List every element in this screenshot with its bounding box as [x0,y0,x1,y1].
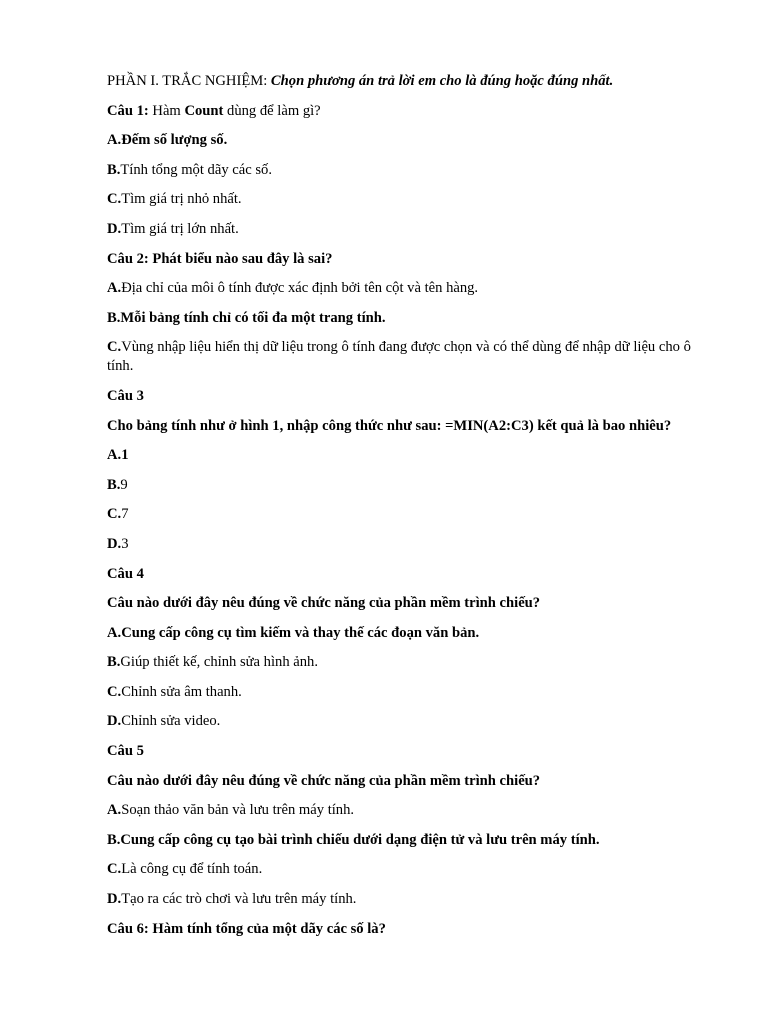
question-3-option-c [107,505,707,524]
option-letter: C. [107,861,122,878]
option-text: Là công cụ để tính toán. [121,861,263,878]
question-2: Câu 2: Phát biểu nào sau đây là sai? [107,250,333,267]
question-1-text-pre: Hàm [148,102,185,119]
option-letter: B. [107,161,121,178]
question-4: Câu nào dưới đây nêu đúng về chức năng của phần mềm trình chiếu? [107,595,541,612]
option-text: Giúp thiết kế, chỉnh sửa hình ảnh. [120,654,318,671]
option-text: Tìm giá trị lớn nhất. [121,220,239,237]
option-letter: A. [107,802,122,819]
section-title: PHẦN I. TRẮC NGHIỆM [107,73,264,89]
question-3-option-a: A.1 [107,447,129,464]
option-letter: C. [107,191,122,208]
question-3-label: Câu 3 [107,387,144,404]
question-1-option-b [107,161,707,180]
section-instruction: Chọn phương án trả lời em cho là đúng hoặc đúng nhất. [270,73,614,89]
question-1-option-a: A.Đếm số lượng số. [107,132,228,149]
section-colon: : [263,73,271,89]
option-letter: A. [107,280,122,297]
question-3: Cho bảng tính như ở hình 1, nhập công thức như sau: =MIN(A2:C3) kết quả là bao nhiêu? [107,417,672,434]
option-text: 3 [121,535,129,552]
option-letter: D. [107,220,122,237]
option-letter: C. [107,683,122,700]
question-1-option-d [107,220,707,239]
option-letter: B. [107,476,121,493]
option-letter: C. [107,339,122,356]
option-letter: D. [107,535,122,552]
option-letter: D. [107,713,122,730]
option-letter: C. [107,506,122,523]
option-text: Tạo ra các trò chơi và lưu trên máy tính. [121,891,357,908]
option-text: Tính tổng một dãy các số. [120,161,272,178]
option-text: 9 [120,476,128,493]
question-4-label: Câu 4 [107,565,144,582]
question-5-option-c [107,860,707,879]
question-5-label: Câu 5 [107,743,144,760]
question-1 [107,102,707,121]
question-3-option-b [107,476,707,495]
question-6: Câu 6: Hàm tính tổng của một dãy các số là? [107,920,386,937]
question-4-option-b [107,653,707,672]
question-4-option-a: A.Cung cấp công cụ tìm kiếm và thay thế các đoạn văn bản. [107,624,480,641]
option-text: Tìm giá trị nhỏ nhất. [121,191,242,208]
question-1-label: Câu 1: [107,102,149,119]
option-text: Địa chỉ của môi ô tính được xác định bởi tên cột và tên hàng. [121,280,479,297]
question-5-option-b: B.Cung cấp công cụ tạo bài trình chiếu dưới dạng điện tử và lưu trên máy tính. [107,831,600,848]
question-4-option-d [107,712,707,731]
option-text: 7 [121,506,129,523]
question-3-option-d [107,535,707,554]
question-2-option-c [107,338,707,376]
option-letter: D. [107,891,122,908]
question-5-option-a [107,801,707,820]
question-5-option-d [107,890,707,909]
option-text: Chỉnh sửa video. [121,713,221,730]
option-letter: B. [107,654,121,671]
question-4-option-c [107,683,707,702]
question-1-keyword: Count [184,102,224,119]
question-2-option-a [107,279,707,298]
question-1-text-post: dùng để làm gì? [223,102,321,119]
option-text: Vùng nhập liệu hiển thị dữ liệu trong ô tính đang được chọn và có thể dùng để nhập dữ liệu cho ô tính. [107,339,691,375]
option-text: Chỉnh sửa âm thanh. [121,683,242,700]
question-1-option-c [107,190,707,209]
question-5: Câu nào dưới đây nêu đúng về chức năng của phần mềm trình chiếu? [107,772,541,789]
question-2-option-b: B.Mỗi bảng tính chỉ có tối đa một trang tính. [107,309,386,326]
document-page [107,72,707,949]
section-heading [107,72,707,91]
option-text: Soạn thảo văn bản và lưu trên máy tính. [121,802,355,819]
